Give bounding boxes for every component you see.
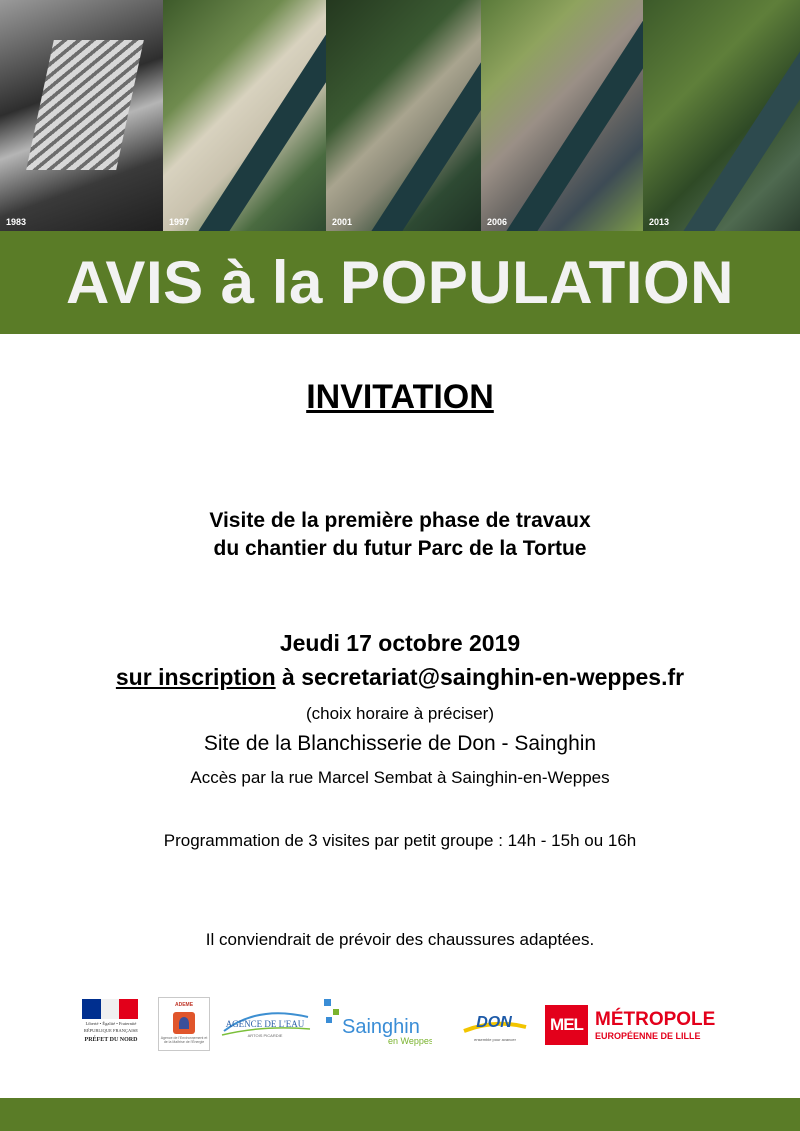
visit-line-2: du chantier du futur Parc de la Tortue [213, 537, 587, 560]
prefet-du-nord-logo: Liberté • Égalité • Fraternité RÉPUBLIQUE FRANÇAISE PRÉFET DU NORD [82, 999, 140, 1044]
ademe-logo: ADEME Agence de l'Environnement et de la Maîtrise de l'Énergie [158, 997, 210, 1051]
photo-year: 2001 [332, 217, 353, 227]
svg-text:AGENCE DE L'EAU: AGENCE DE L'EAU [225, 1019, 305, 1029]
visit-line-1: Visite de la première phase de travaux [209, 509, 591, 532]
event-site: Site de la Blanchisserie de Don - Sainghin [203, 732, 597, 755]
footer-bar [0, 1098, 800, 1131]
visit-schedule: Programmation de 3 visites par petit groupe : 14h - 15h ou 16h [163, 831, 637, 850]
ademe-mark-icon [173, 1012, 195, 1034]
signup-label: sur inscription [115, 664, 276, 690]
aerial-photo-2006 [481, 0, 643, 231]
svg-text:en Weppes: en Weppes [388, 1036, 432, 1046]
sainghin-logo [322, 997, 432, 1047]
signup-email[interactable]: à secretariat@sainghin-en-weppes.fr [275, 664, 685, 690]
photo-year: 1997 [169, 217, 190, 227]
svg-text:DON: DON [476, 1014, 512, 1031]
aerial-photo-2013 [643, 0, 800, 231]
photo-year: 2006 [487, 217, 508, 227]
visit-description [0, 507, 800, 563]
metropole-europeenne-de-lille-logo: MEL MÉTROPOLE EUROPÉENNE DE LILLE [545, 1005, 725, 1047]
shoes-advice: Il conviendrait de prévoir des chaussures adaptées. [205, 930, 595, 949]
invitation-heading: INVITATION [306, 378, 494, 416]
aerial-photo-strip [0, 0, 800, 231]
partner-logos [0, 995, 800, 1055]
aerial-photo-2001 [326, 0, 481, 231]
svg-text:ARTOIS PICARDIE: ARTOIS PICARDIE [247, 1033, 283, 1038]
photo-year: 1983 [6, 217, 27, 227]
don-logo [460, 1005, 530, 1045]
time-choice-note: (choix horaire à préciser) [305, 704, 494, 723]
title-banner [0, 231, 800, 334]
signup-line [0, 664, 800, 691]
photo-year: 2013 [649, 217, 670, 227]
agence-de-leau-logo [218, 1005, 313, 1041]
svg-text:Sainghin: Sainghin [342, 1016, 420, 1038]
banner-title: AVIS à la POPULATION [66, 249, 734, 316]
aerial-photo-1983 [0, 0, 163, 231]
aerial-photo-1997 [163, 0, 326, 231]
event-date: Jeudi 17 octobre 2019 [279, 630, 521, 656]
access-info: Accès par la rue Marcel Sembat à Sainghin-en-Weppes [190, 768, 610, 787]
svg-text:ensemble pour avancer: ensemble pour avancer [474, 1037, 516, 1042]
